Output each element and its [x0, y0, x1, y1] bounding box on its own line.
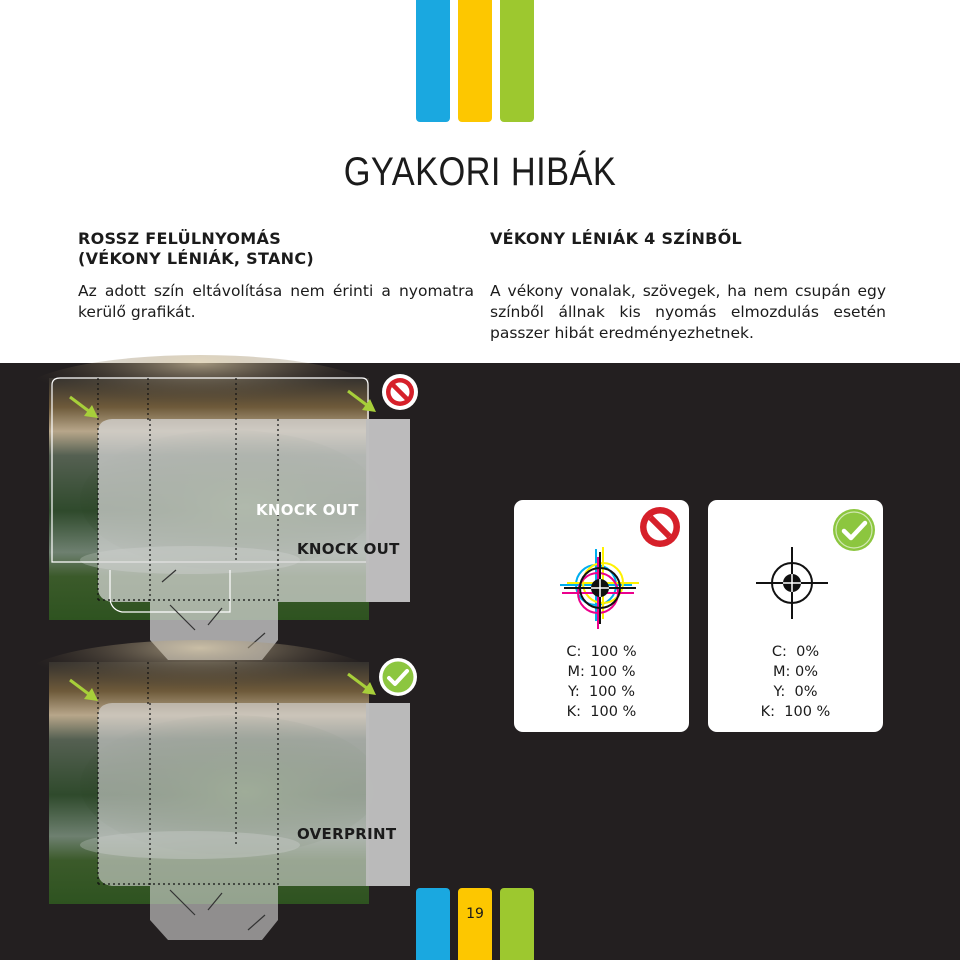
left-heading-line-1: ROSSZ FELÜLNYOMÁS	[78, 229, 282, 248]
left-heading-line-2: (VÉKONY LÉNIÁK, STANC)	[78, 249, 314, 268]
overprint-mockup	[20, 640, 417, 940]
card-good-k: K: 100 %	[760, 704, 831, 720]
right-body-line-2: színből állnak kis nyomás elmozdulás esetén	[490, 303, 886, 321]
card-bad-values	[514, 642, 689, 722]
card-good-values	[708, 642, 883, 722]
misregistered-crosshair-icon	[560, 547, 639, 629]
bottom-cyan-bar	[416, 888, 450, 960]
card-bad-c: C: 100 %	[566, 644, 637, 660]
card-good-m: M: 0%	[772, 664, 818, 680]
left-body-line-2: kerülő grafikát.	[78, 303, 196, 321]
card-bad-k: K: 100 %	[566, 704, 637, 720]
card-bad-prohibited-icon	[640, 507, 680, 547]
right-section-heading: VÉKONY LÉNIÁK 4 SZÍNBŐL	[490, 229, 743, 248]
right-body-line-3: passzer hibát eredményezhetnek.	[490, 324, 754, 342]
knockout-prohibited-icon	[382, 374, 418, 410]
left-body-line-1: Az adott szín eltávolítása nem érinti a nyomatra	[78, 282, 474, 300]
card-good-graphics	[708, 500, 883, 640]
card-bad-graphics	[514, 500, 689, 640]
card-bad-m: M: 100 %	[567, 664, 636, 680]
bottom-yellow-bar	[458, 888, 492, 960]
right-body-line-1: A vékony vonalak, szövegek, ha nem csupán egy	[490, 282, 886, 300]
card-good-c: C: 0%	[771, 644, 820, 660]
page-number: 19	[466, 906, 484, 922]
overprint-label: OVERPRINT	[297, 825, 397, 843]
bottom-green-bar	[500, 888, 534, 960]
registration-crosshair-icon	[756, 547, 828, 619]
card-good-y: Y: 0%	[773, 684, 818, 700]
card-good-checkmark-icon	[833, 509, 875, 551]
card-good-registration	[708, 500, 883, 732]
knockout-label-1: KNOCK OUT	[256, 501, 359, 519]
card-bad-registration	[514, 500, 689, 732]
overprint-folded-panel	[98, 703, 410, 940]
overprint-checkmark-icon	[379, 658, 417, 696]
knockout-label-2: KNOCK OUT	[297, 540, 400, 558]
card-bad-y: Y: 100 %	[567, 684, 636, 700]
page-title: GYAKORI HIBÁK	[343, 150, 617, 194]
